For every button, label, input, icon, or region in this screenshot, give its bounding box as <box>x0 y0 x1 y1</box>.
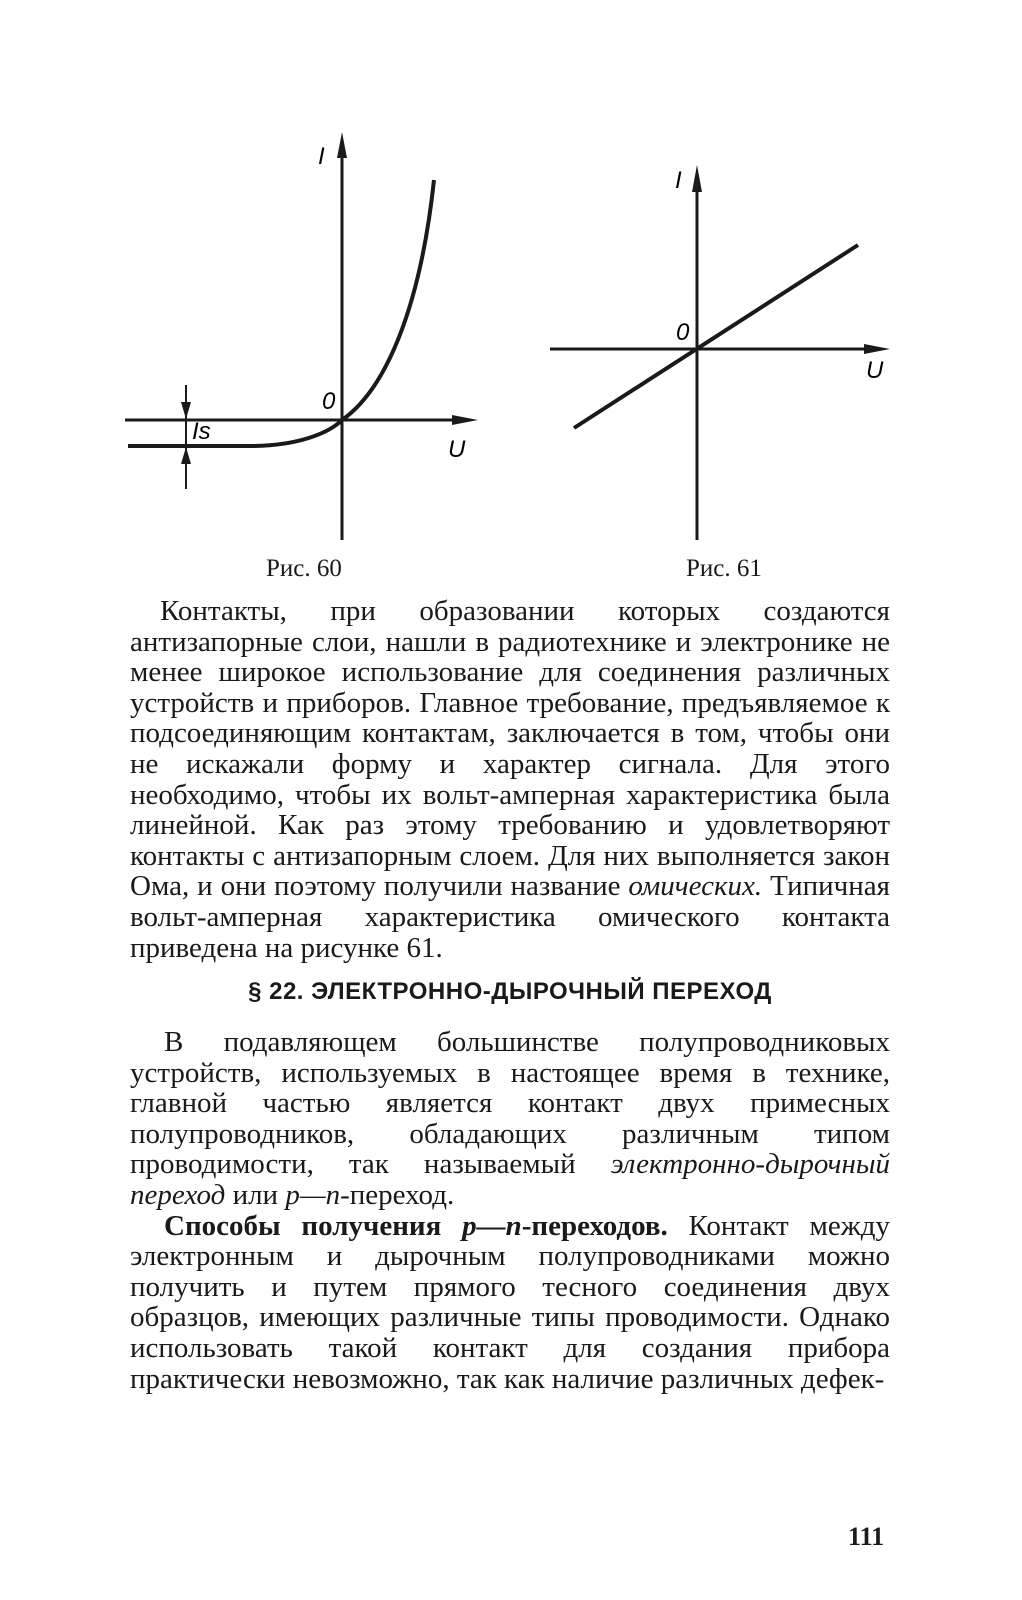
paragraph2-italic-pn: p—n <box>285 1178 341 1211</box>
fig61-u-label: U <box>866 357 884 384</box>
fig60-origin-label: 0 <box>322 388 336 415</box>
fig61-i-label: I <box>675 167 682 194</box>
fig61-u-axis-arrow <box>864 344 890 354</box>
figure-61 <box>550 165 890 540</box>
paragraph2-text-b: или <box>225 1178 286 1211</box>
fig60-is-arrow-down <box>181 402 191 419</box>
section-body <box>130 1027 890 1394</box>
fig61-line <box>574 245 858 428</box>
section-heading: § 22. ЭЛЕКТРОННО-ДЫРОЧНЫЙ ПЕРЕХОД <box>248 978 772 1005</box>
fig60-u-label: U <box>448 436 466 463</box>
page-number: 111 <box>848 1522 885 1551</box>
paragraph3-bold-b: -переходов. <box>521 1209 668 1242</box>
paragraph1-text-b: Типичная вольт-амперная характеристика омического контакта приведена на рисунке 61. <box>130 870 890 964</box>
paragraph-methods <box>130 1211 890 1395</box>
fig61-origin-label: 0 <box>676 319 690 346</box>
paragraph3-text: Контакт между электронным и дырочным полупроводниками можно получить и путем прямого тесного соединения двух образцов, имеющих различные типы проводимости. Однако использовать такой контакт для создания прибора практически невозможно, так как наличие различных дефек- <box>130 1209 890 1395</box>
fig60-is-arrow-up <box>181 447 191 464</box>
paragraph2-text-c: -переход. <box>340 1178 455 1211</box>
fig60-i-label: I <box>318 143 325 170</box>
fig60-curve <box>128 180 434 446</box>
figures-area <box>0 0 1022 600</box>
fig60-caption: Рис. 60 <box>266 555 342 582</box>
paragraph2-italic-term: электронно-дырочный переход <box>130 1148 890 1211</box>
paragraph3-bold-a: Способы получения <box>164 1209 463 1242</box>
paragraph2-text-a: В подавляющем большинстве полупроводниковых устройств, используемых в настоящее время в технике, главной частью является контакт двух примесных полупроводников, обладающих различным типом проводимости, так называемый <box>130 1026 890 1181</box>
fig61-i-axis-arrow <box>692 165 702 192</box>
figure-60 <box>125 132 478 540</box>
paragraph-ohmic-contacts <box>130 596 890 963</box>
paragraph3-bold-italic: p—n <box>462 1209 522 1242</box>
paragraph-pn-junction <box>130 1027 890 1211</box>
fig60-is-label: Is <box>192 418 211 445</box>
fig60-u-axis-arrow <box>452 415 478 425</box>
paragraph1-italic-term: омических. <box>628 870 763 903</box>
paragraph1-text-a: Контакты, при образовании которых создаются антизапорные слои, нашли в радиотехнике и электронике не менее широкое использование для соединения различных устройств и приборов. Главное требование, предъявляемое к подсоединяющим контактам, заключается в том, чтобы они не искажали форму и характер сигнала. Для этого необходимо, чтобы их вольт-амперная характеристика была линейной. Как раз этому требованию и удовлетворяют контакты с антизапорным слоем. Для них выполняется закон Ома, и они поэтому получили название <box>130 595 890 903</box>
fig60-i-axis-arrow <box>337 132 347 158</box>
figures-svg <box>0 0 1022 600</box>
fig61-caption: Рис. 61 <box>686 555 762 582</box>
